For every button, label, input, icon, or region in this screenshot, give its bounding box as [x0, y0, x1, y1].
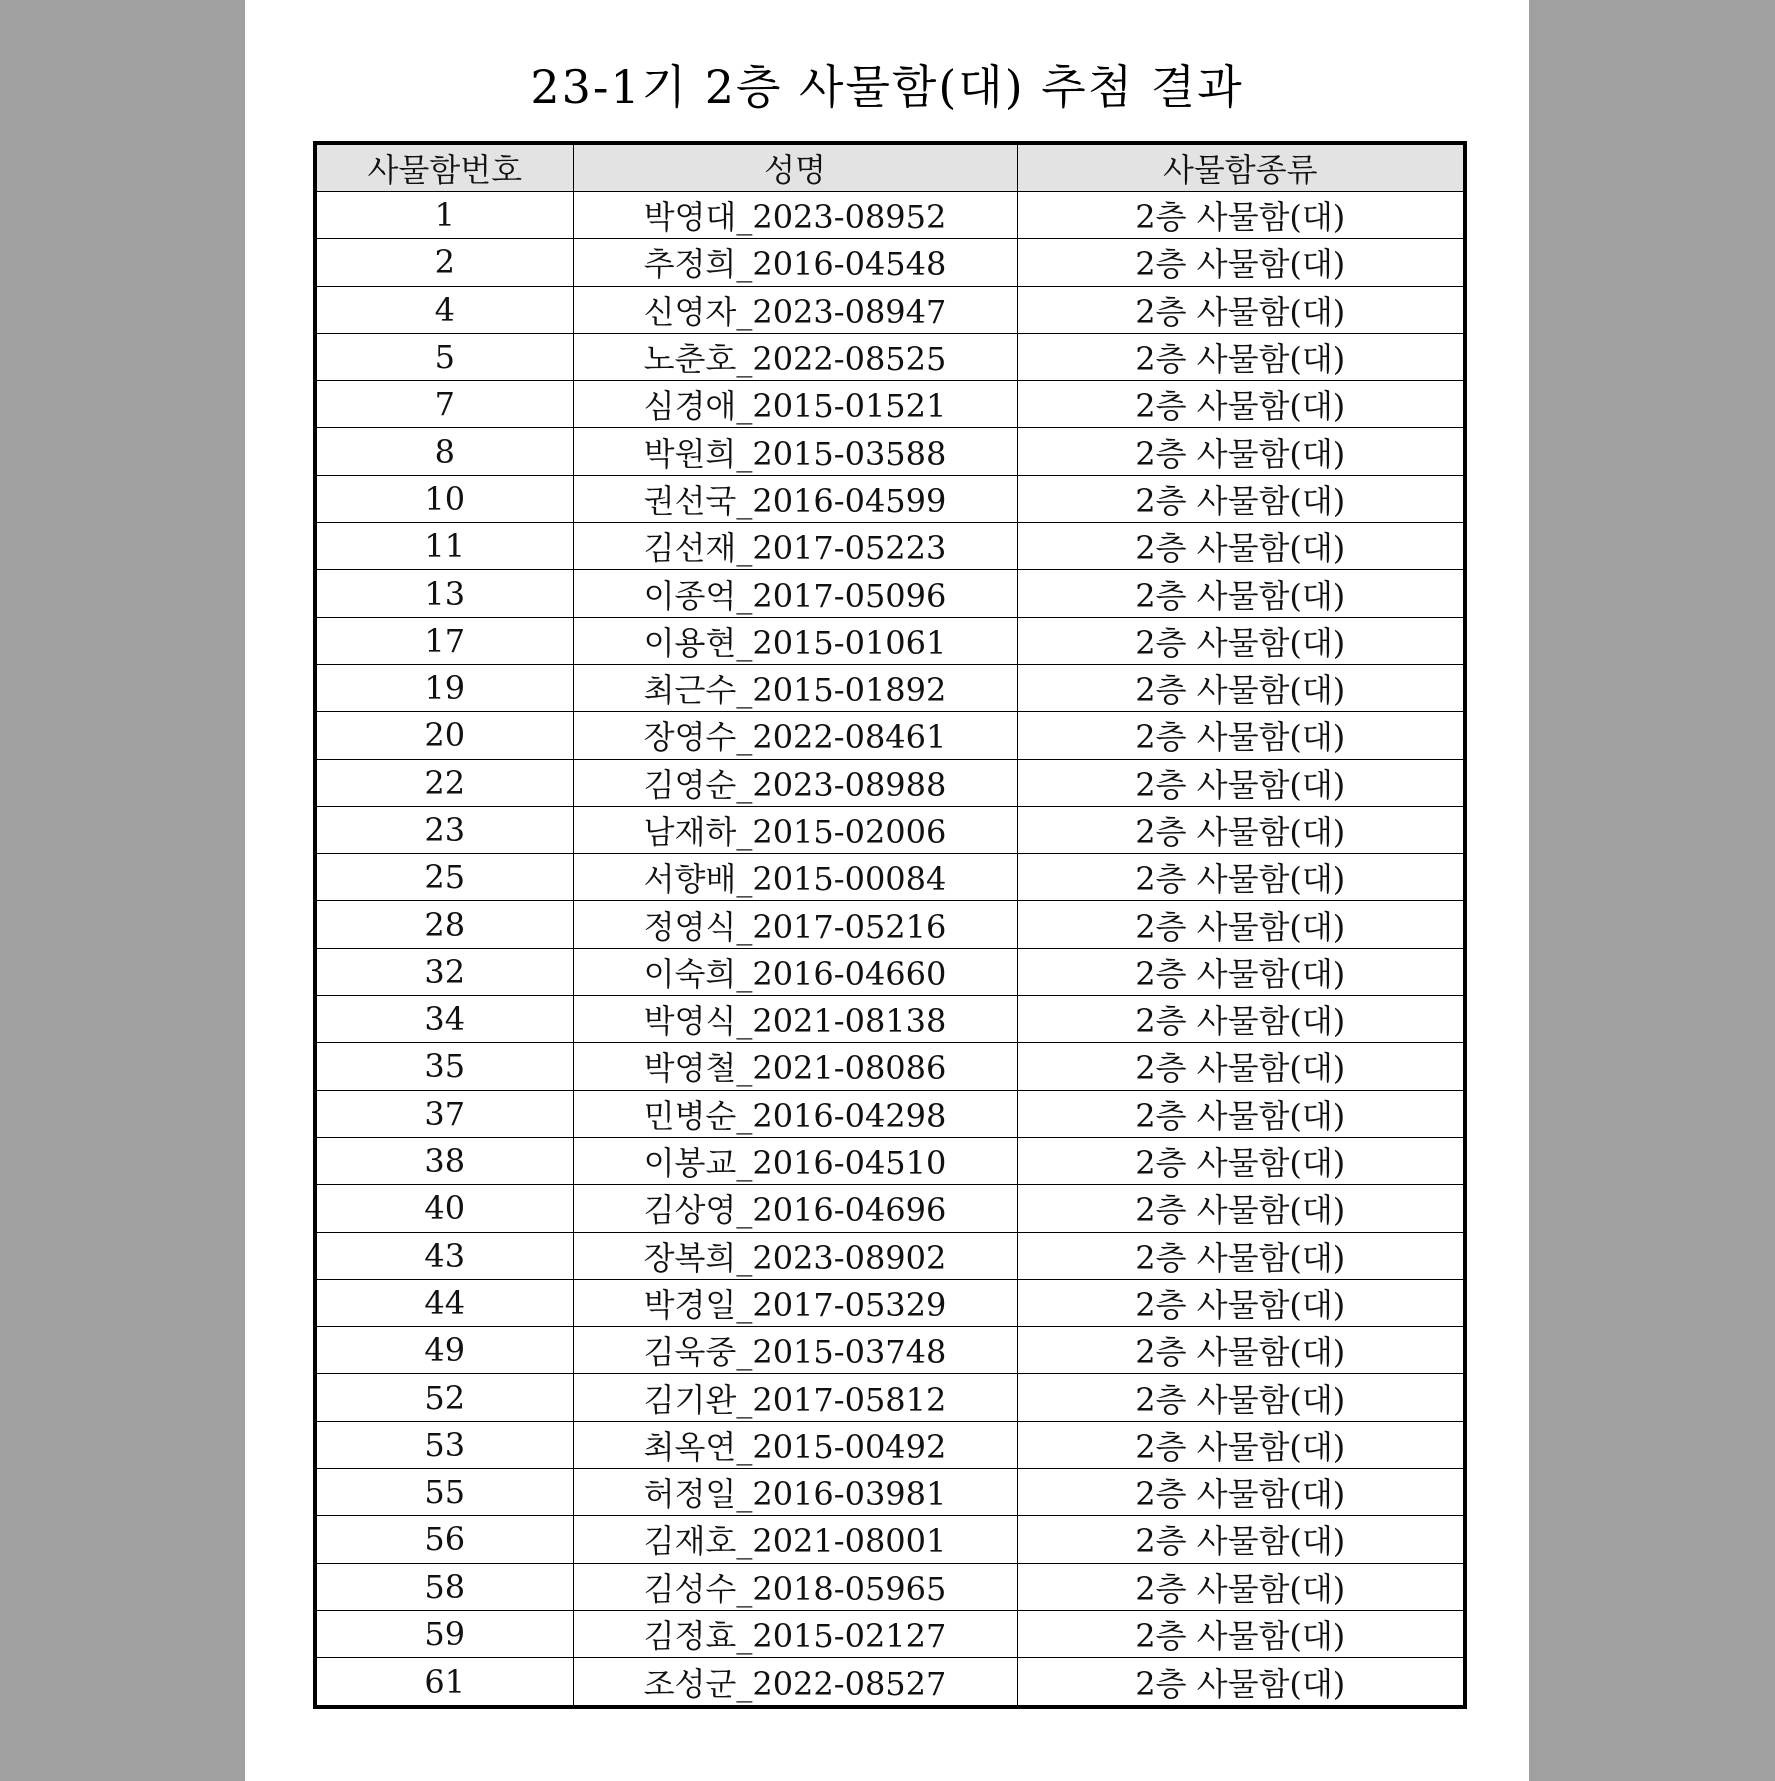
locker-type-cell: 2층 사물함(대)	[1017, 1374, 1465, 1421]
locker-number-cell: 1	[315, 192, 573, 239]
locker-type-cell: 2층 사물함(대)	[1017, 286, 1465, 333]
header-locker-number: 사물함번호	[315, 143, 573, 192]
name-cell: 허정일_2016-03981	[573, 1469, 1017, 1516]
locker-number-cell: 56	[315, 1516, 573, 1563]
locker-type-cell: 2층 사물함(대)	[1017, 1090, 1465, 1137]
name-cell: 신영자_2023-08947	[573, 286, 1017, 333]
table-row	[315, 1469, 1465, 1516]
table-row	[315, 475, 1465, 522]
locker-type-cell: 2층 사물함(대)	[1017, 192, 1465, 239]
locker-type-cell: 2층 사물함(대)	[1017, 381, 1465, 428]
table-row	[315, 1232, 1465, 1279]
name-cell: 김기완_2017-05812	[573, 1374, 1017, 1421]
locker-type-cell: 2층 사물함(대)	[1017, 1232, 1465, 1279]
locker-number-cell: 11	[315, 523, 573, 570]
locker-type-cell: 2층 사물함(대)	[1017, 664, 1465, 711]
document-page	[245, 0, 1529, 1781]
table-row	[315, 806, 1465, 853]
table-row	[315, 286, 1465, 333]
locker-type-cell: 2층 사물함(대)	[1017, 996, 1465, 1043]
locker-type-cell: 2층 사물함(대)	[1017, 759, 1465, 806]
locker-number-cell: 59	[315, 1610, 573, 1657]
name-cell: 장복희_2023-08902	[573, 1232, 1017, 1279]
table-row	[315, 1516, 1465, 1563]
header-name: 성명	[573, 143, 1017, 192]
locker-type-cell: 2층 사물함(대)	[1017, 475, 1465, 522]
locker-number-cell: 20	[315, 712, 573, 759]
locker-number-cell: 17	[315, 617, 573, 664]
locker-type-cell: 2층 사물함(대)	[1017, 1043, 1465, 1090]
table-row	[315, 1374, 1465, 1421]
locker-type-cell: 2층 사물함(대)	[1017, 1137, 1465, 1184]
table-row	[315, 1137, 1465, 1184]
name-cell: 최옥연_2015-00492	[573, 1421, 1017, 1468]
locker-type-cell: 2층 사물함(대)	[1017, 239, 1465, 286]
locker-number-cell: 2	[315, 239, 573, 286]
name-cell: 이숙희_2016-04660	[573, 948, 1017, 995]
name-cell: 김성수_2018-05965	[573, 1563, 1017, 1610]
name-cell: 추정희_2016-04548	[573, 239, 1017, 286]
locker-type-cell: 2층 사물함(대)	[1017, 854, 1465, 901]
table-row	[315, 996, 1465, 1043]
locker-type-cell: 2층 사물함(대)	[1017, 523, 1465, 570]
table-row	[315, 333, 1465, 380]
table-body	[315, 192, 1465, 1708]
name-cell: 이용현_2015-01061	[573, 617, 1017, 664]
name-cell: 박영대_2023-08952	[573, 192, 1017, 239]
locker-number-cell: 34	[315, 996, 573, 1043]
locker-number-cell: 32	[315, 948, 573, 995]
locker-type-cell: 2층 사물함(대)	[1017, 1516, 1465, 1563]
locker-number-cell: 7	[315, 381, 573, 428]
name-cell: 김욱중_2015-03748	[573, 1327, 1017, 1374]
table-row	[315, 854, 1465, 901]
locker-number-cell: 58	[315, 1563, 573, 1610]
locker-number-cell: 35	[315, 1043, 573, 1090]
table-header-row	[315, 143, 1465, 192]
locker-type-cell: 2층 사물함(대)	[1017, 901, 1465, 948]
locker-number-cell: 23	[315, 806, 573, 853]
name-cell: 노춘호_2022-08525	[573, 333, 1017, 380]
locker-type-cell: 2층 사물함(대)	[1017, 333, 1465, 380]
table-row	[315, 712, 1465, 759]
name-cell: 이종억_2017-05096	[573, 570, 1017, 617]
locker-type-cell: 2층 사물함(대)	[1017, 1185, 1465, 1232]
locker-type-cell: 2층 사물함(대)	[1017, 1327, 1465, 1374]
name-cell: 이봉교_2016-04510	[573, 1137, 1017, 1184]
name-cell: 박영철_2021-08086	[573, 1043, 1017, 1090]
locker-type-cell: 2층 사물함(대)	[1017, 806, 1465, 853]
name-cell: 남재하_2015-02006	[573, 806, 1017, 853]
locker-number-cell: 28	[315, 901, 573, 948]
locker-type-cell: 2층 사물함(대)	[1017, 617, 1465, 664]
locker-type-cell: 2층 사물함(대)	[1017, 1610, 1465, 1657]
locker-type-cell: 2층 사물함(대)	[1017, 1563, 1465, 1610]
name-cell: 최근수_2015-01892	[573, 664, 1017, 711]
locker-type-cell: 2층 사물함(대)	[1017, 1421, 1465, 1468]
name-cell: 박영식_2021-08138	[573, 996, 1017, 1043]
name-cell: 김정효_2015-02127	[573, 1610, 1017, 1657]
locker-number-cell: 13	[315, 570, 573, 617]
locker-number-cell: 8	[315, 428, 573, 475]
locker-type-cell: 2층 사물함(대)	[1017, 1469, 1465, 1516]
table-row	[315, 1185, 1465, 1232]
locker-number-cell: 38	[315, 1137, 573, 1184]
locker-number-cell: 37	[315, 1090, 573, 1137]
locker-number-cell: 22	[315, 759, 573, 806]
locker-number-cell: 19	[315, 664, 573, 711]
locker-number-cell: 43	[315, 1232, 573, 1279]
locker-number-cell: 40	[315, 1185, 573, 1232]
table-row	[315, 948, 1465, 995]
locker-result-table	[313, 141, 1467, 1709]
locker-number-cell: 25	[315, 854, 573, 901]
table-row	[315, 1043, 1465, 1090]
table-row	[315, 901, 1465, 948]
locker-type-cell: 2층 사물함(대)	[1017, 1279, 1465, 1326]
table-row	[315, 570, 1465, 617]
table-row	[315, 1279, 1465, 1326]
locker-number-cell: 49	[315, 1327, 573, 1374]
name-cell: 조성군_2022-08527	[573, 1658, 1017, 1707]
locker-number-cell: 61	[315, 1658, 573, 1707]
locker-number-cell: 55	[315, 1469, 573, 1516]
name-cell: 심경애_2015-01521	[573, 381, 1017, 428]
locker-type-cell: 2층 사물함(대)	[1017, 712, 1465, 759]
name-cell: 민병순_2016-04298	[573, 1090, 1017, 1137]
table-row	[315, 664, 1465, 711]
table-row	[315, 381, 1465, 428]
locker-number-cell: 10	[315, 475, 573, 522]
name-cell: 서향배_2015-00084	[573, 854, 1017, 901]
table-row	[315, 1090, 1465, 1137]
name-cell: 김영순_2023-08988	[573, 759, 1017, 806]
table-row	[315, 1610, 1465, 1657]
table-row	[315, 759, 1465, 806]
table-row	[315, 523, 1465, 570]
locker-number-cell: 4	[315, 286, 573, 333]
locker-type-cell: 2층 사물함(대)	[1017, 428, 1465, 475]
name-cell: 김상영_2016-04696	[573, 1185, 1017, 1232]
locker-type-cell: 2층 사물함(대)	[1017, 570, 1465, 617]
locker-number-cell: 44	[315, 1279, 573, 1326]
table-row	[315, 428, 1465, 475]
table-row	[315, 1563, 1465, 1610]
table-row	[315, 1658, 1465, 1707]
name-cell: 박원희_2015-03588	[573, 428, 1017, 475]
page-title: 23-1기 2층 사물함(대) 추첨 결과	[530, 60, 1244, 114]
locker-type-cell: 2층 사물함(대)	[1017, 948, 1465, 995]
table-row	[315, 1327, 1465, 1374]
locker-number-cell: 5	[315, 333, 573, 380]
table-row	[315, 239, 1465, 286]
name-cell: 김재호_2021-08001	[573, 1516, 1017, 1563]
table-row	[315, 1421, 1465, 1468]
locker-type-cell: 2층 사물함(대)	[1017, 1658, 1465, 1707]
header-locker-type: 사물함종류	[1017, 143, 1465, 192]
name-cell: 정영식_2017-05216	[573, 901, 1017, 948]
name-cell: 권선국_2016-04599	[573, 475, 1017, 522]
locker-number-cell: 53	[315, 1421, 573, 1468]
locker-number-cell: 52	[315, 1374, 573, 1421]
table-row	[315, 617, 1465, 664]
table-row	[315, 192, 1465, 239]
name-cell: 장영수_2022-08461	[573, 712, 1017, 759]
name-cell: 김선재_2017-05223	[573, 523, 1017, 570]
name-cell: 박경일_2017-05329	[573, 1279, 1017, 1326]
